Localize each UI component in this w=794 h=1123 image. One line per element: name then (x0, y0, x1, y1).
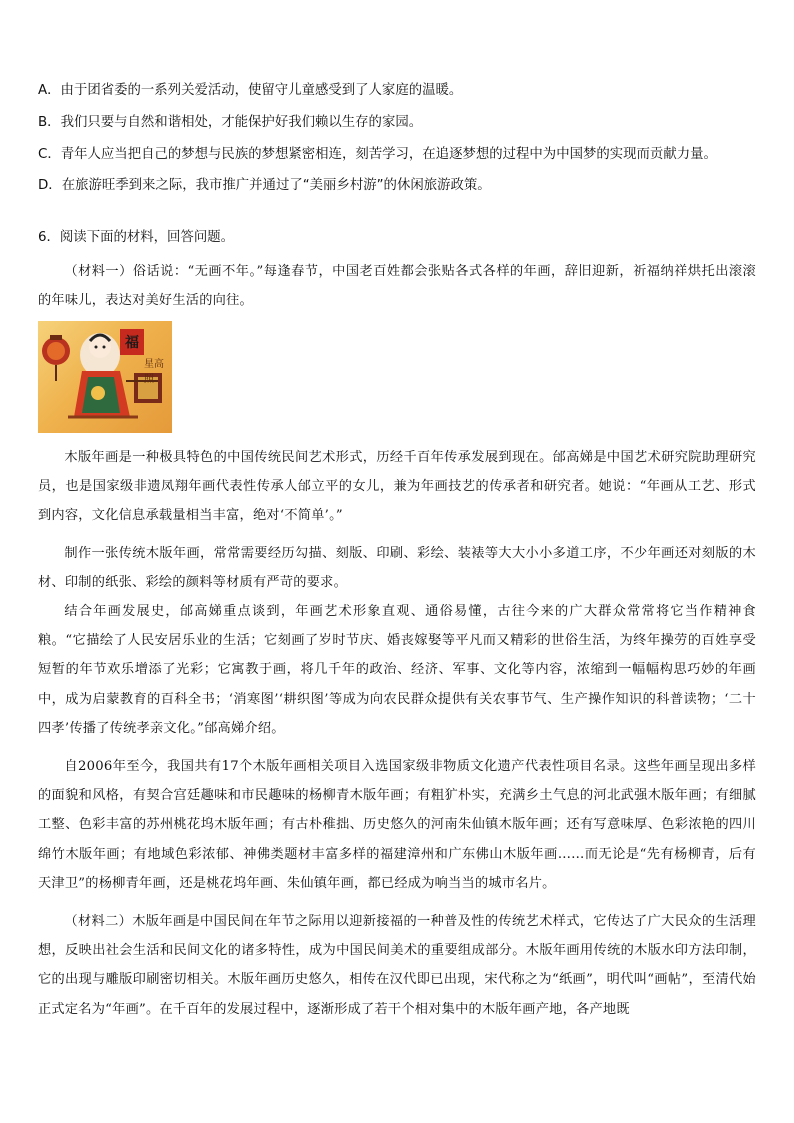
fu-character-icon: 福 (120, 329, 144, 355)
option-d[interactable]: D．在旅游旺季到来之际，我市推广并通过了“美丽乡村游”的休闲旅游政策。 (38, 178, 491, 193)
material-one-intro: （材料一）俗话说：“无画不年。”每逢春节，中国老百姓都会张贴各式各样的年画，辞旧迎新，祈福纳祥烘托出滚滚的年味儿，表达对美好生活的向往。 (38, 264, 756, 309)
paragraph-production: 制作一张传统木版年画，常常需要经历勾描、刻版、印刷、彩绘、装裱等大大小小多道工序，不少年画还对刻版的木材、印制的纸张、彩绘的颜料等材质有严苛的要求。 (38, 546, 756, 591)
paragraph-history: 结合年画发展史，邰高娣重点谈到，年画艺术形象直观、通俗易懂，古往今来的广大群众常常将它当作精神食粮。“它描绘了人民安居乐业的生活；它刻画了岁时节庆、婚丧嫁娶等平凡而又精彩的世俗生活，为终年操劳的百姓享受短暂的年节欢乐增添了光彩；它寓教于画，将几千年的政治、经济、军事、文化等内容，浓缩到一幅幅构思巧妙的年画中，成为启蒙教育的百科全书；‘消寒图’‘耕织图’等成为向农民群众提供有关农事节气、生产操作知识的科普读物；‘二十四孝’传播了传统孝亲文化。”邰高娣介绍。 (38, 604, 756, 736)
image-caption-text: 星高照 (144, 359, 164, 385)
option-b[interactable]: B．我们只要与自然和谐相处，才能保护好我们赖以生存的家园。 (38, 115, 423, 130)
paragraph-heritage: 自2006年至今，我国共有17个木版年画相关项目入选国家级非物质文化遗产代表性项目名录。这些年画呈现出多样的面貌和风格，有契合宫廷趣味和市民趣味的杨柳青木版年画；有粗犷朴实，充满乡土气息的河北武强木版年画；有细腻工整、色彩丰富的苏州桃花坞木版年画；有古朴稚拙、历史悠久的河南朱仙镇木版年画；还有写意味厚、色彩浓艳的四川绵竹木版年画；有地域色彩浓郁、神佛类题材丰富多样的福建漳州和广东佛山木版年画……而无论是“先有杨柳青，后有天津卫”的杨柳青年画，还是桃花坞年画、朱仙镇年画，都已经成为响当当的城市名片。 (38, 759, 756, 891)
option-c[interactable]: C．青年人应当把自己的梦想与民族的梦想紧密相连，刻苦学习，在追逐梦想的过程中为中国梦的实现而贡献力量。 (38, 147, 717, 162)
question-heading: 6．阅读下面的材料，回答问题。 (38, 230, 234, 245)
new-year-painting-image (38, 321, 172, 433)
option-a[interactable]: A．由于团省委的一系列关爱活动，使留守儿童感受到了人家庭的温暖。 (38, 83, 463, 98)
paragraph-woodblock-intro: 木版年画是一种极具特色的中国传统民间艺术形式，历经千百年传承发展到现在。邰高娣是中国艺术研究院助理研究员，也是国家级非遗凤翔年画代表性传承人邰立平的女儿，兼为年画技艺的传承者和研究者。她说：“年画从工艺、形式到内容，文化信息承载量相当丰富，绝对‘不简单’。” (38, 450, 756, 524)
material-two: （材料二）木版年画是中国民间在年节之际用以迎新接福的一种普及性的传统艺术样式，它传达了广大民众的生活理想，反映出社会生活和民间文化的诸多特性，成为中国民间美术的重要组成部分。木版年画用传统的木版水印方法印制，它的出现与雕版印刷密切相关。木版年画历史悠久，相传在汉代即已出现，宋代称之为“纸画”，明代叫“画帖”，至清代始正式定名为“年画”。在千百年的发展过程中，逐渐形成了若干个相对集中的木版年画产地，各产地既 (38, 914, 756, 1017)
